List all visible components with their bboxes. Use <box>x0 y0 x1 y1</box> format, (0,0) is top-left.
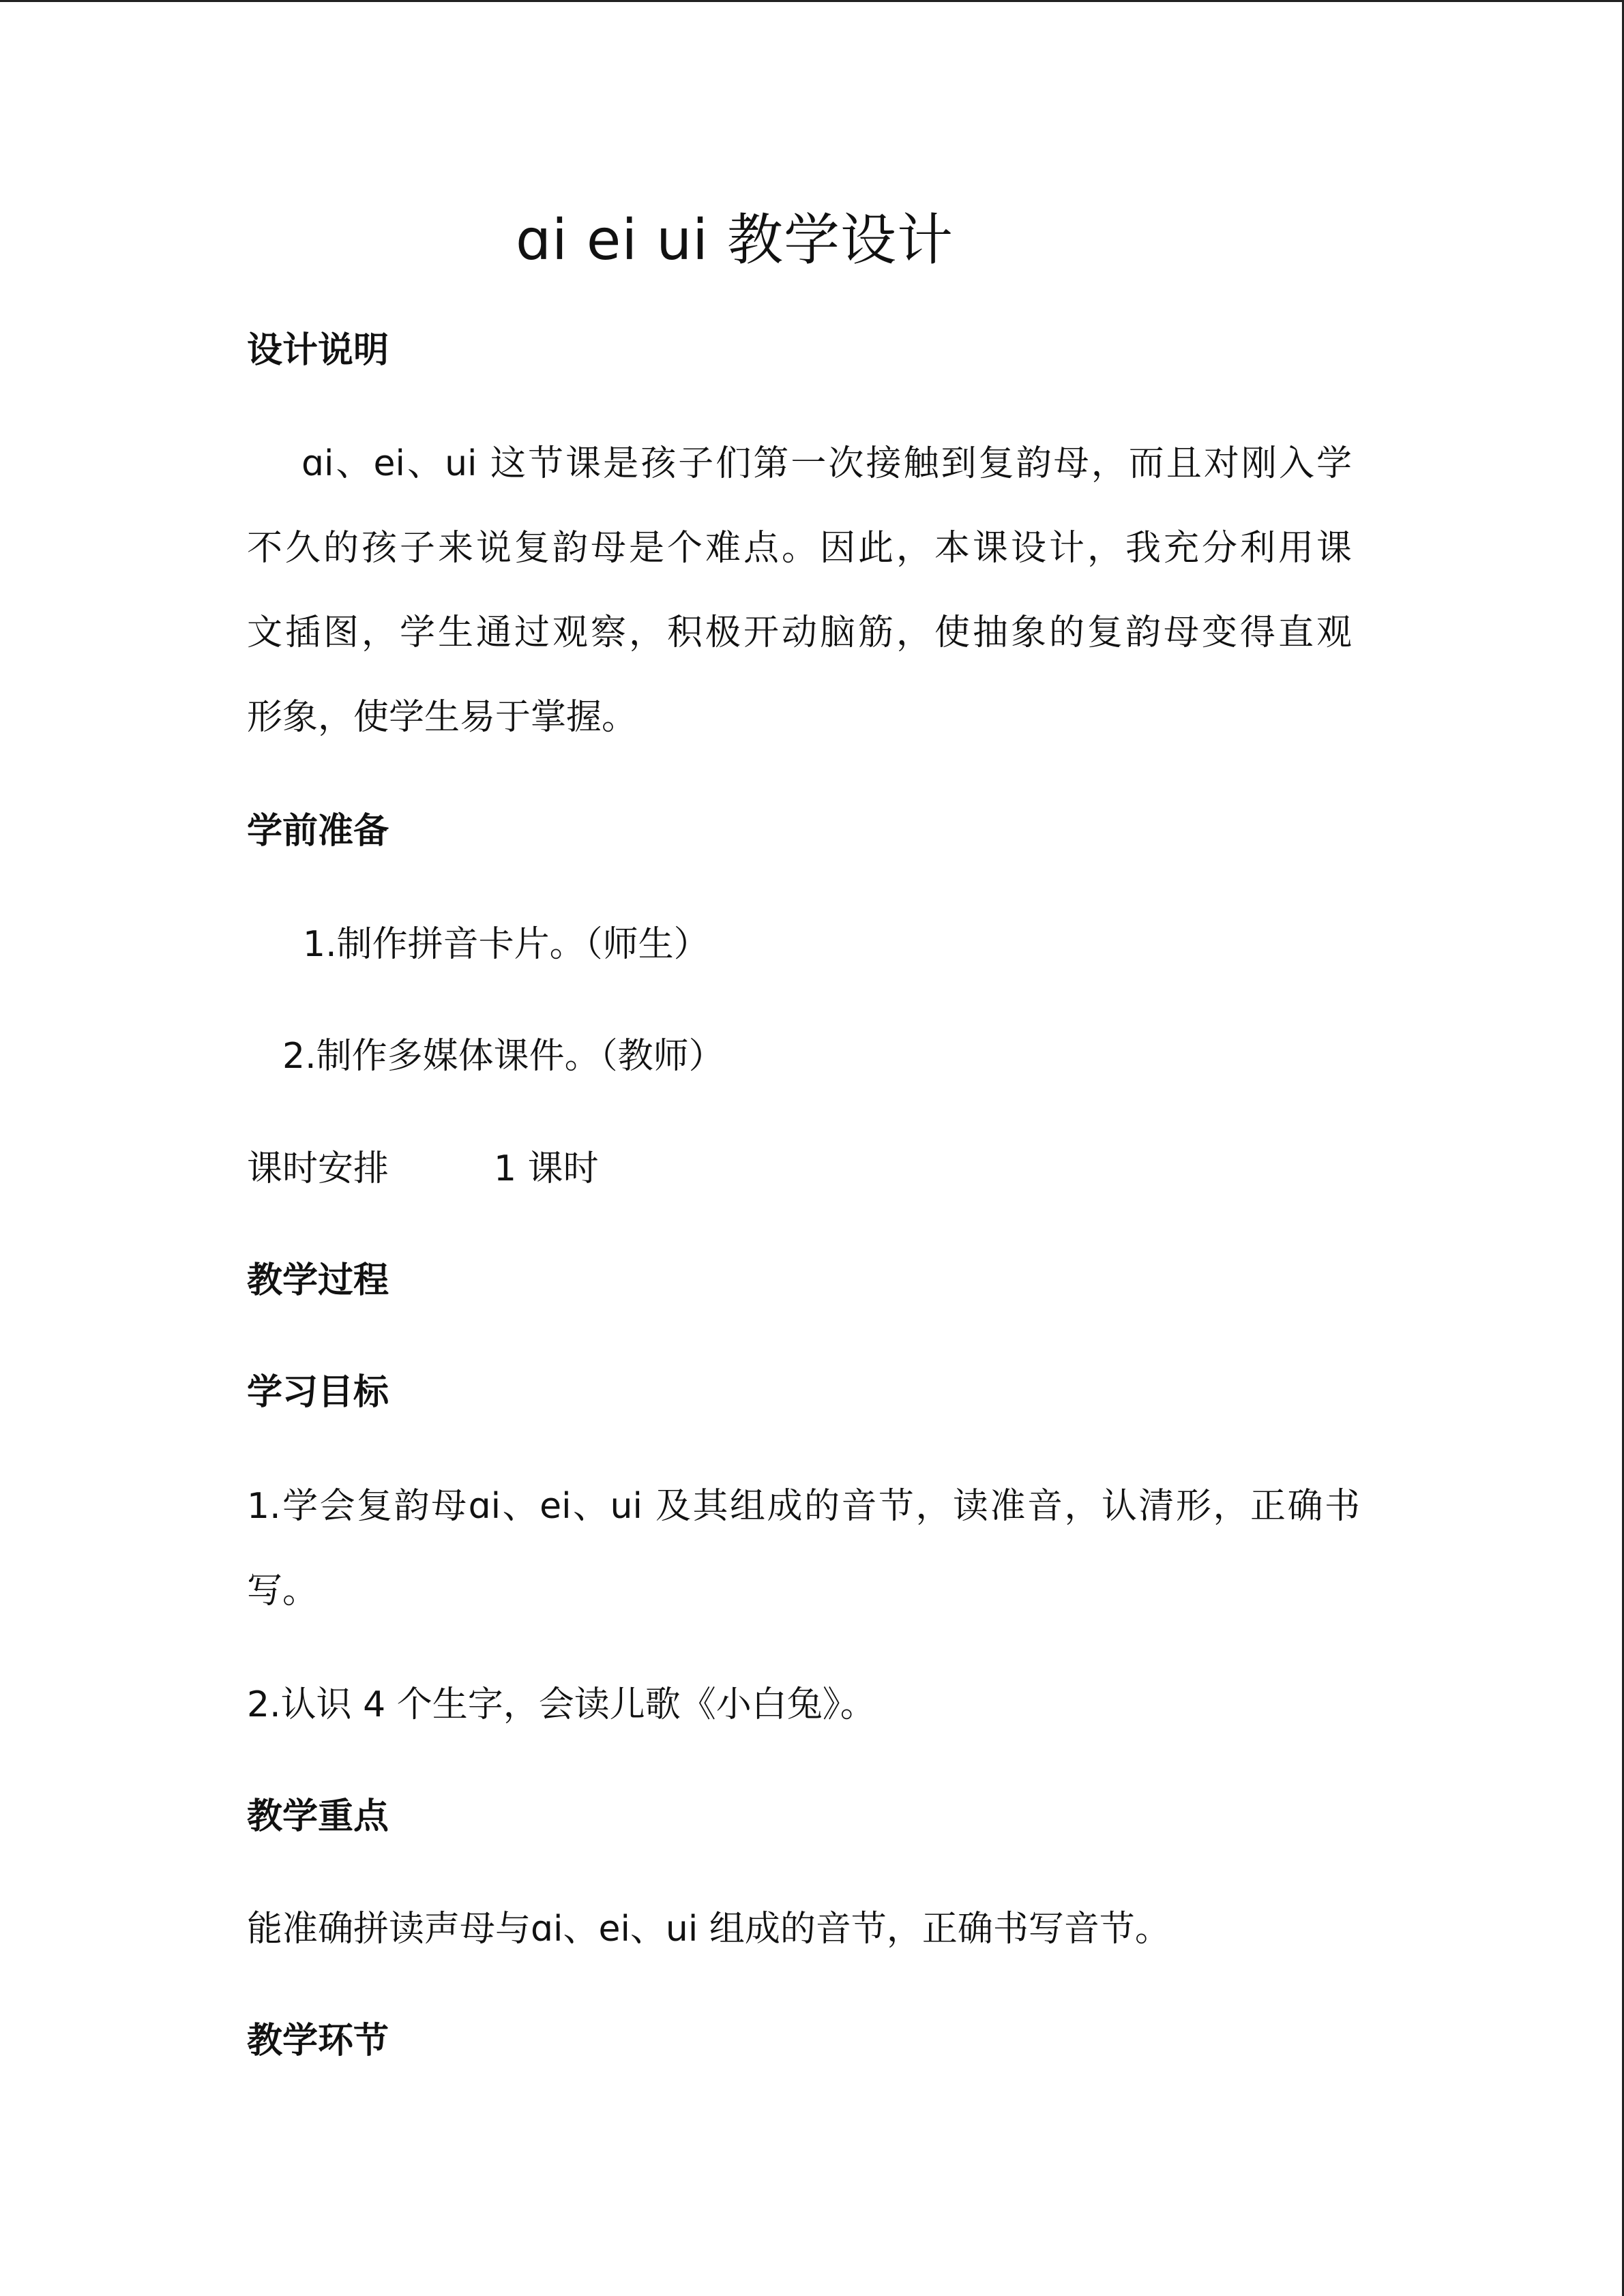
design-note-heading: 设计说明 <box>247 330 389 371</box>
objective-item-1-line-1: 1.学会复韵母ɑi、ei、ui 及其组成的音节，读准音，认清形，正确书 <box>247 1486 1360 1527</box>
design-note-line-2: 不久的孩子来说复韵母是个难点。因此，本课设计，我充分利用课 <box>247 528 1352 569</box>
schedule-label: 课时安排 <box>247 1148 389 1189</box>
steps-heading: 教学环节 <box>247 2021 389 2061</box>
design-note-line-3: 文插图，学生通过观察，积极开动脑筋，使抽象的复韵母变得直观 <box>247 612 1352 653</box>
preparation-item-1: 1.制作拼音卡片。（师生） <box>303 924 709 965</box>
objectives-heading: 学习目标 <box>247 1372 389 1413</box>
objective-item-1-line-2: 写。 <box>247 1570 319 1611</box>
design-note-line-1: ɑi、ei、ui 这节课是孩子们第一次接触到复韵母，而且对刚入学 <box>301 443 1352 484</box>
key-points-text: 能准确拼读声母与ɑi、ei、ui 组成的音节，正确书写音节。 <box>247 1909 1170 1950</box>
objective-item-2: 2.认识 4 个生字，会读儿歌《小白兔》。 <box>247 1684 876 1725</box>
preparation-item-2: 2.制作多媒体课件。（教师） <box>282 1036 724 1077</box>
schedule-value: 1 课时 <box>494 1148 599 1189</box>
document-title: ɑi ei ui 教学设计 <box>516 208 954 273</box>
key-points-heading: 教学重点 <box>247 1796 389 1837</box>
process-heading: 教学过程 <box>247 1260 389 1301</box>
preparation-heading: 学前准备 <box>247 811 389 852</box>
design-note-line-4: 形象，使学生易于掌握。 <box>247 697 638 738</box>
